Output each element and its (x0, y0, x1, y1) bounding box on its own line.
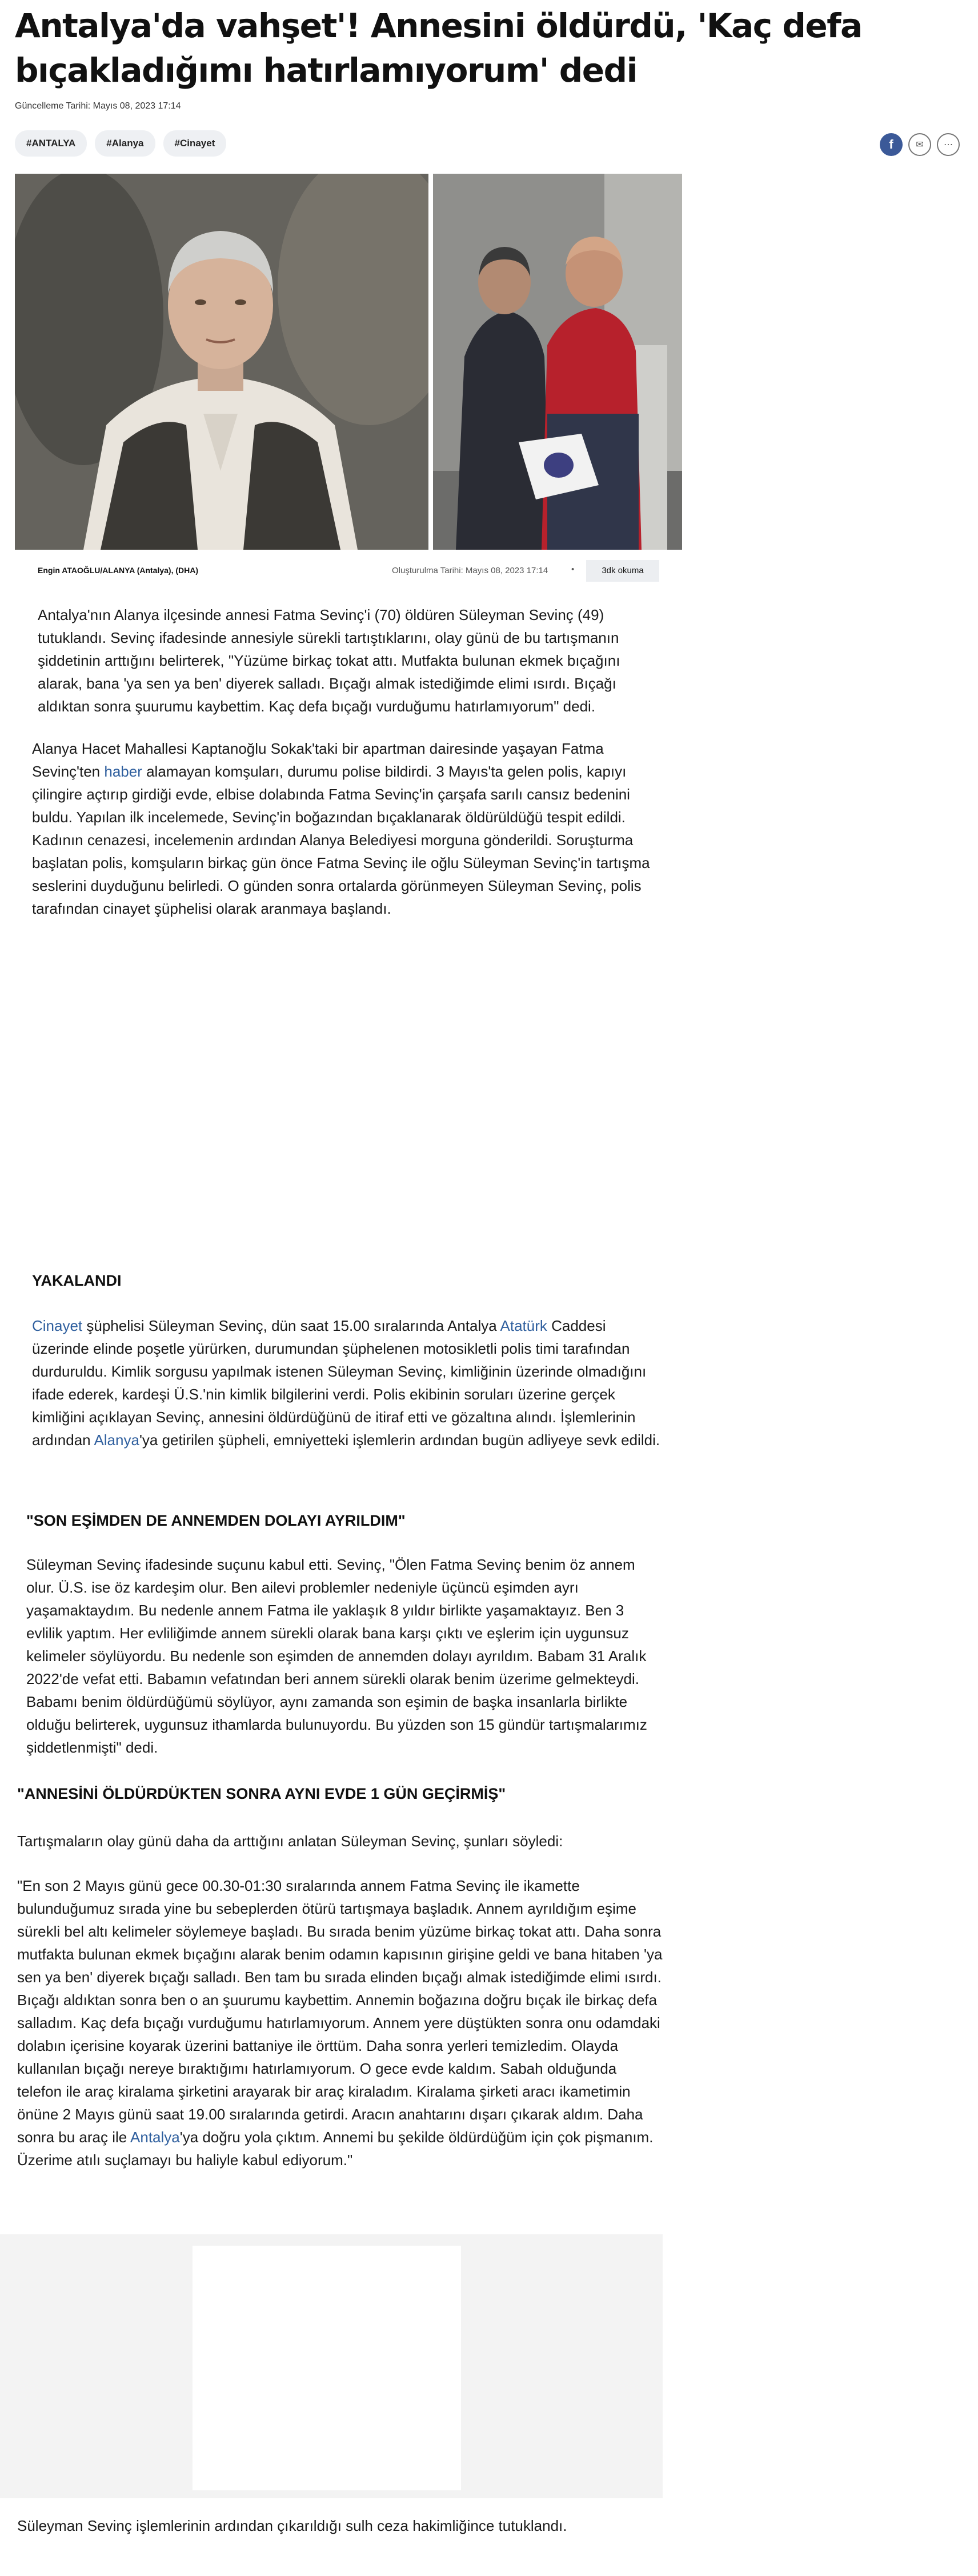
article-paragraph-5 (17, 1874, 663, 2171)
created-date: Oluşturulma Tarihi: Mayıs 08, 2023 17:14 (392, 566, 548, 575)
byline-separator: • (571, 565, 575, 574)
article-paragraph-4: Tartışmaların olay günü daha da arttığını anlatan Süleyman Sevinç, şunları söyledi: (17, 1833, 563, 1850)
tag-antalya[interactable]: #ANTALYA (15, 130, 87, 157)
link-alanya[interactable]: Alanya (94, 1431, 139, 1449)
paragraph-2-text-a: şüphelisi Süleyman Sevinç, dün saat 15.00 sıralarında Antalya (82, 1317, 500, 1334)
advertisement-slot[interactable] (193, 2246, 461, 2490)
article-lead: Antalya'nın Alanya ilçesinde annesi Fatma Sevinç'i (70) öldüren Süleyman Sevinç (49) tutuklandı. Sevinç ifadesinde annesiyle sürekli tartıştıklarını, olay günü de bu tartışmanın şiddetinin arttığını belirterek, "Yüzüme birkaç tokat attı. Mutfakta bulunan ekmek bıçağını alarak, bana 'ya sen ya ben' diyerek salladı. Bıçağı almak istediğimde elimi ısırdı. Bıçağı aldıktan sonra şuurumu kaybettim. Kaç defa bıçağı vurduğumu hatırlamıyorum" dedi. (38, 606, 620, 715)
article-paragraph-3: Süleyman Sevinç ifadesinde suçunu kabul etti. Sevinç, "Ölen Fatma Sevinç benim öz annem olur. Ü.S. ise öz kardeşim olur. Ben ailevi problemler nedeniyle üçüncü eşimden ayrı yaşamaktaydım. Bu nedenle annem Fatma ile yaklaşık 8 yıldır birlikte yaşamaktayız. Ben 3 evlilik yaptım. Her evliliğimde annem sürekli olarak bana karşı çıktı ve eşlerim için uygunsuz kelimeler söylüyordu. Bu nedenle son eşimden de annemden dolayı ayrıldım. Babam 31 Aralık 2022'de vefat etti. Babamın vefatından beri annem sürekli olarak benim üzerime gelmekteydi. Babamı benim öldürdüğümü söylüyor, aynı zamanda son eşimin de başka insanlarla birlikte olduğu belirterek, uygunsuz ithamlarda bulunuyordu. Bu yüzden son 15 gündür tartışmalarımız şiddetlenmişti" dedi. (26, 1556, 647, 1756)
article-paragraph-2 (32, 1314, 666, 1451)
tag-list (15, 130, 226, 157)
article-paragraph-1 (32, 737, 660, 920)
updated-date: Güncelleme Tarihi: Mayıs 08, 2023 17:14 (15, 101, 181, 111)
paragraph-5-text-a: "En son 2 Mayıs günü gece 00.30-01:30 sıralarında annem Fatma Sevinç ile ikamette bulunduğumuz sırada yine bu sebeplerden ötürü tartışmaya başladık. Annem ayrıldığım eşime sürekli bel altı kelimeler söylemeye başladı. Bu sırada benim yüzüme birkaç tokat attı. Daha sonra mutfakta bulunan ekmek bıçağını alarak benim odamın kapısının girişine geldi ve bana hitaben 'ya sen ya ben' diyerek bıçağı salladı. Ben tam bu sırada elinden bıçağı almak istediğimde elimi ısırdı. Bıçağı aldıktan sonra ben o an şuurumu kaybettim. Annemin boğazına doğru bıçak ile birkaç defa salladım. Kaç defa bıçağı vurduğumu hatırlamıyorum. Annem yere düştükten sonra onu odamdaki dolabın içerisine koyarak üzerini battaniye ile örttüm. Daha sonra yerleri temizledim. Olayda kullanılan bıçağı nereye bıraktığımı hatırlamıyorum. O gece evde kaldım. Sabah olduğunda telefon ile araç kiralama şirketini arayarak bir araç kiraladım. Kiralama şirketi aracı ikametimin önüne 2 Mayıs günü saat 19.00 sıralarında getirdi. Aracın anahtarını dışarı çıkarak aldım. Daha sonra bu araç ile (17, 1877, 663, 2146)
link-cinayet[interactable]: Cinayet (32, 1317, 83, 1334)
link-ataturk[interactable]: Atatürk (500, 1317, 547, 1334)
advertisement-area (0, 2234, 663, 2498)
article-paragraph-6: Süleyman Sevinç işlemlerinin ardından çıkarıldığı sulh ceza hakimliğince tutuklandı. (17, 2517, 567, 2534)
facebook-share-icon[interactable]: f (880, 133, 903, 156)
link-haber[interactable]: haber (104, 763, 142, 780)
article-headline: Antalya'da vahşet'! Annesini öldürdü, 'Kaç defa bıçakladığımı hatırlamıyorum' dedi (15, 6, 862, 90)
suspect-photo (433, 174, 682, 550)
mail-share-icon[interactable]: ✉ (908, 133, 931, 156)
link-antalya[interactable]: Antalya (130, 2129, 180, 2146)
paragraph-1-text-b: alamayan komşuları, durumu polise bildirdi. 3 Mayıs'ta gelen polis, kapıyı çilingire açtırıp girdiği evde, elbise dolabında Fatma Sevinç'in çarşafa sarılı cansız bedenini buldu. Yapılan ilk incelemede, Sevinç'in boğazından bıçaklanarak öldürüldüğü tespit edildi. Kadının cenazesi, incelemenin ardından Alanya Belediyesi morguna gönderildi. Soruşturma başlatan polis, komşuların birkaç gün önce Fatma Sevinç ile oğlu Süleyman Sevinç'in tartışma seslerini duyduğunu belirledi. O günden sonra ortalarda görünmeyen Süleyman Sevinç, polis tarafından cinayet şüphelisi olarak aranmaya başlandı. (32, 763, 650, 917)
victim-photo (15, 174, 428, 550)
byline-author: Engin ATAOĞLU/ALANYA (Antalya), (DHA) (38, 566, 199, 575)
paragraph-2-text-c: 'ya getirilen şüpheli, emniyetteki işlemlerin ardından bugün adliyeye sevk edildi. (139, 1431, 660, 1449)
paragraph-1-text-a: Alanya Hacet Mahallesi Kaptanoğlu Sokak'taki bir apartman dairesinde yaşayan Fatma Sevinç'ten (32, 740, 604, 780)
subheading-yakalandi: YAKALANDI (32, 1272, 122, 1289)
read-time-badge: 3dk okuma (586, 560, 659, 582)
tag-alanya[interactable]: #Alanya (95, 130, 155, 157)
subheading-annesini-oldurdukten: "ANNESİNİ ÖLDÜRDÜKTEN SONRA AYNI EVDE 1 GÜN GEÇİRMİŞ" (17, 1785, 506, 1802)
subheading-son-esimden: "SON EŞİMDEN DE ANNEMDEN DOLAYI AYRILDIM" (26, 1512, 406, 1529)
paragraph-5-text-b: 'ya doğru yola çıktım. Annemi bu şekilde öldürdüğüm için çok pişmanım. Üzerime atılı suçlamayı bu haliyle kabul ediyorum." (17, 2129, 654, 2169)
tag-cinayet[interactable]: #Cinayet (163, 130, 227, 157)
more-share-icon[interactable]: ⋯ (937, 133, 960, 156)
byline-bar (15, 559, 682, 583)
paragraph-2-text-b: Caddesi üzerinde elinde poşetle yürürken, durumundan şüphelenen motosikletli polis timi tarafından durduruldu. Kimlik sorgusu yapılmak istenen Süleyman Sevinç, kimliğinin üzerinde olmadığını ifade ederek, kardeşi Ü.S.'nin kimlik bilgilerini verdi. Polis ekibinin soruları üzerine gerçek kimliğini açıklayan Sevinç, annesini öldürdüğünü de itiraf etti ve gözaltına alındı. İşlemlerinin ardından (32, 1317, 647, 1449)
share-bar (880, 133, 960, 156)
